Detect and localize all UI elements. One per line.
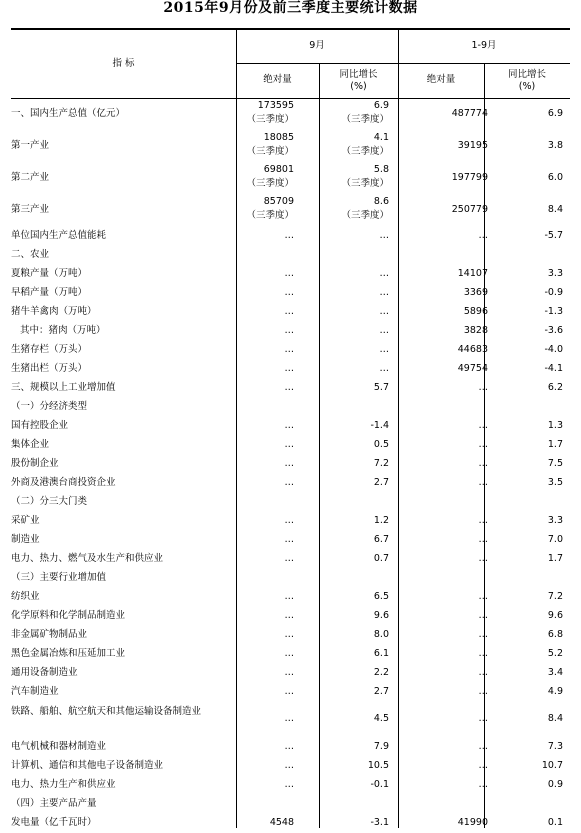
row-indicator-label: 电力、热力、燃气及水生产和供应业 [11, 553, 164, 564]
sep-absolute-cell: 18085 [263, 132, 294, 143]
table-row [11, 162, 570, 194]
header-pct-label: (%) [518, 81, 536, 92]
ytd-absolute-cell: 44683 [457, 344, 488, 355]
header-sep-yoy [319, 69, 398, 93]
row-indicator-label: 一、国内生产总值（亿元） [11, 108, 126, 119]
ytd-absolute-cell: … [478, 230, 488, 241]
table-row [11, 775, 570, 794]
ytd-absolute-cell: 3828 [463, 325, 488, 336]
ytd-yoy-cell: 6.9 [547, 108, 563, 119]
sep-absolute-cell: … [284, 458, 294, 469]
row-indicator-label: 外商及港澳台商投资企业 [11, 477, 116, 488]
sep-absolute-cell: … [284, 344, 294, 355]
table-row [11, 587, 570, 606]
ytd-absolute-cell: … [478, 458, 488, 469]
row-indicator-label: 计算机、通信和其他电子设备制造业 [11, 760, 164, 771]
sep-absolute-cell: 173595 [257, 100, 294, 111]
sep-yoy-cell: 1.2 [373, 515, 389, 526]
ytd-absolute-cell: … [478, 420, 488, 431]
table-row [11, 226, 570, 245]
table-row [11, 283, 570, 302]
table-row [11, 813, 570, 833]
sep-absolute-note: （三季度） [246, 146, 294, 157]
page-title: 2015年9月份及前三季度主要统计数据 [163, 0, 418, 16]
ytd-absolute-cell: 3369 [463, 287, 488, 298]
ytd-absolute-cell: … [478, 439, 488, 450]
header-pct-label: (%) [350, 81, 367, 92]
sep-absolute-note: （三季度） [246, 114, 294, 125]
row-indicator-label: 生猪存栏（万头） [11, 344, 88, 355]
row-indicator-label: 第二产业 [11, 172, 50, 183]
ytd-absolute-cell: … [478, 713, 488, 724]
table-row [11, 663, 570, 682]
ytd-absolute-cell: … [478, 610, 488, 621]
ytd-absolute-cell: … [478, 591, 488, 602]
table-row [11, 644, 570, 663]
table-row [11, 397, 570, 416]
sep-yoy-note: （三季度） [341, 178, 389, 189]
table-row [11, 302, 570, 321]
table-row [11, 737, 570, 756]
row-indicator-label: 汽车制造业 [11, 686, 59, 697]
table-row [11, 435, 570, 454]
ytd-yoy-cell: 1.7 [547, 439, 563, 450]
table-row [11, 98, 570, 130]
ytd-absolute-cell: 41990 [457, 817, 488, 828]
ytd-absolute-cell: 250779 [451, 204, 488, 215]
header-ytd-yoy [484, 69, 570, 93]
ytd-yoy-cell: -5.7 [544, 230, 563, 241]
sep-yoy-cell: 6.7 [373, 534, 389, 545]
table-row [11, 454, 570, 473]
table-row [11, 530, 570, 549]
sep-yoy-cell: … [379, 268, 389, 279]
ytd-yoy-cell: 6.8 [547, 629, 563, 640]
sep-absolute-note: （三季度） [246, 210, 294, 221]
row-indicator-label: 单位国内生产总值能耗 [11, 230, 107, 241]
ytd-yoy-cell: 6.0 [547, 172, 563, 183]
sep-yoy-note: （三季度） [341, 114, 389, 125]
ytd-yoy-cell: 6.2 [547, 382, 563, 393]
row-indicator-label: 国有控股企业 [11, 420, 69, 431]
ytd-absolute-cell: … [478, 779, 488, 790]
ytd-absolute-cell: 5896 [463, 306, 488, 317]
ytd-yoy-cell: 3.4 [547, 667, 563, 678]
row-indicator-label: 第三产业 [11, 204, 50, 215]
sep-absolute-cell: … [284, 363, 294, 374]
sep-absolute-cell: … [284, 515, 294, 526]
sep-yoy-cell: 7.2 [373, 458, 389, 469]
sep-absolute-cell: … [284, 553, 294, 564]
sep-absolute-cell: 4548 [269, 817, 294, 828]
sep-absolute-cell: … [284, 534, 294, 545]
sep-yoy-cell: 5.8 [373, 164, 389, 175]
table-row [11, 549, 570, 568]
ytd-absolute-cell: … [478, 629, 488, 640]
ytd-absolute-cell: … [478, 760, 488, 771]
ytd-yoy-cell: 7.2 [547, 591, 563, 602]
sep-yoy-note: （三季度） [341, 210, 389, 221]
sep-yoy-cell: 6.9 [373, 100, 389, 111]
sep-yoy-cell: … [379, 230, 389, 241]
table-row [11, 416, 570, 435]
table-row [11, 511, 570, 530]
sep-yoy-cell: -0.1 [370, 779, 389, 790]
sep-absolute-cell: 85709 [263, 196, 294, 207]
ytd-absolute-cell: … [478, 477, 488, 488]
sep-absolute-cell: … [284, 779, 294, 790]
table-row [11, 321, 570, 340]
sep-absolute-cell: … [284, 713, 294, 724]
row-indicator-label: 电气机械和器材制造业 [11, 741, 107, 752]
sep-yoy-cell: … [379, 287, 389, 298]
sep-absolute-cell: … [284, 686, 294, 697]
ytd-yoy-cell: 10.7 [541, 760, 563, 771]
row-indicator-label: （二）分三大门类 [11, 496, 88, 507]
table-row [11, 130, 570, 162]
ytd-yoy-cell: 8.4 [547, 713, 563, 724]
sep-yoy-cell: … [379, 325, 389, 336]
sep-yoy-cell: 10.5 [367, 760, 389, 771]
header-ytd-absolute: 绝对量 [426, 74, 456, 85]
ytd-absolute-cell: … [478, 667, 488, 678]
ytd-yoy-cell: 3.3 [547, 515, 563, 526]
ytd-yoy-cell: 4.9 [547, 686, 563, 697]
header-divider [236, 63, 570, 64]
row-indicator-label: （四）主要产品产量 [11, 798, 97, 809]
row-indicator-label: 夏粮产量（万吨） [11, 268, 88, 279]
header-indicator: 指 标 [112, 58, 135, 69]
ytd-yoy-cell: -0.9 [544, 287, 563, 298]
ytd-yoy-cell: 3.3 [547, 268, 563, 279]
table-row [11, 245, 570, 264]
row-indicator-label: 其中：猪肉（万吨） [11, 325, 106, 336]
ytd-yoy-cell: 8.4 [547, 204, 563, 215]
sep-absolute-cell: … [284, 306, 294, 317]
sep-absolute-cell: … [284, 477, 294, 488]
ytd-absolute-cell: 197799 [451, 172, 488, 183]
sep-yoy-cell: 4.1 [373, 132, 389, 143]
ytd-yoy-cell: 7.3 [547, 741, 563, 752]
sep-absolute-cell: … [284, 667, 294, 678]
sep-yoy-cell: 4.5 [373, 713, 389, 724]
row-indicator-label: 电力、热力生产和供应业 [11, 779, 116, 790]
sep-yoy-cell: -3.1 [370, 817, 389, 828]
ytd-yoy-cell: 5.2 [547, 648, 563, 659]
ytd-yoy-cell: 3.8 [547, 140, 563, 151]
sep-yoy-cell: -1.4 [370, 420, 389, 431]
ytd-absolute-cell: … [478, 515, 488, 526]
row-indicator-label: （一）分经济类型 [11, 401, 88, 412]
table-row [11, 606, 570, 625]
ytd-yoy-cell: 7.0 [547, 534, 563, 545]
row-indicator-label: 制造业 [11, 534, 40, 545]
row-indicator-label: 黑色金属冶炼和压延加工业 [11, 648, 126, 659]
sep-absolute-cell: … [284, 741, 294, 752]
sep-yoy-cell: 6.5 [373, 591, 389, 602]
sep-yoy-cell: … [379, 306, 389, 317]
ytd-yoy-cell: 0.9 [547, 779, 563, 790]
ytd-absolute-cell: … [478, 648, 488, 659]
ytd-absolute-cell: 39195 [457, 140, 488, 151]
sep-yoy-cell: 6.1 [373, 648, 389, 659]
ytd-yoy-cell: 7.5 [547, 458, 563, 469]
ytd-yoy-cell: -4.0 [544, 344, 563, 355]
header-september: 9月 [309, 40, 325, 51]
row-indicator-label: 铁路、船舶、航空航天和其他运输设备制造业 [11, 706, 202, 717]
stats-table [11, 28, 570, 828]
ytd-absolute-cell: 487774 [451, 108, 488, 119]
ytd-absolute-cell: … [478, 382, 488, 393]
sep-absolute-cell: … [284, 610, 294, 621]
sep-yoy-cell: … [379, 344, 389, 355]
sep-yoy-cell: 8.0 [373, 629, 389, 640]
row-indicator-label: 采矿业 [11, 515, 40, 526]
ytd-yoy-cell: 9.6 [547, 610, 563, 621]
row-indicator-label: 二、农业 [11, 249, 50, 260]
table-row [11, 340, 570, 359]
sep-yoy-cell: 0.7 [373, 553, 389, 564]
sep-absolute-cell: … [284, 382, 294, 393]
row-indicator-label: 三、规模以上工业增加值 [11, 382, 116, 393]
table-row [11, 568, 570, 587]
sep-absolute-cell: … [284, 629, 294, 640]
table-row [11, 359, 570, 378]
sep-absolute-cell: … [284, 439, 294, 450]
header-jan-sep: 1-9月 [471, 40, 497, 51]
ytd-yoy-cell: -1.3 [544, 306, 563, 317]
table-row [11, 682, 570, 701]
table-row [11, 794, 570, 813]
ytd-absolute-cell: … [478, 686, 488, 697]
sep-yoy-cell: 2.2 [373, 667, 389, 678]
sep-yoy-cell: 9.6 [373, 610, 389, 621]
sep-yoy-cell: 2.7 [373, 686, 389, 697]
ytd-absolute-cell: … [478, 553, 488, 564]
table-row [11, 625, 570, 644]
ytd-yoy-cell: -3.6 [544, 325, 563, 336]
ytd-absolute-cell: 14107 [457, 268, 488, 279]
row-indicator-label: 猪牛羊禽肉（万吨） [11, 306, 97, 317]
sep-absolute-cell: … [284, 287, 294, 298]
sep-absolute-cell: … [284, 591, 294, 602]
table-top-rule [11, 28, 570, 30]
row-indicator-label: 集体企业 [11, 439, 50, 450]
table-row [11, 264, 570, 283]
row-indicator-label: 非金属矿物制品业 [11, 629, 88, 640]
sep-absolute-cell: … [284, 760, 294, 771]
sep-yoy-cell: 8.6 [373, 196, 389, 207]
row-indicator-label: （三）主要行业增加值 [11, 572, 107, 583]
ytd-yoy-cell: -4.1 [544, 363, 563, 374]
sep-absolute-cell: … [284, 230, 294, 241]
row-indicator-label: 早稻产量（万吨） [11, 287, 88, 298]
sep-yoy-cell: 5.7 [373, 382, 389, 393]
header-yoy-label: 同比增长 [339, 69, 378, 80]
table-row [11, 492, 570, 511]
sep-absolute-cell: 69801 [263, 164, 294, 175]
sep-absolute-note: （三季度） [246, 178, 294, 189]
row-indicator-label: 发电量（亿千瓦时） [11, 817, 97, 828]
row-indicator-label: 化学原料和化学制品制造业 [11, 610, 126, 621]
sep-yoy-cell: 0.5 [373, 439, 389, 450]
row-indicator-label: 股份制企业 [11, 458, 59, 469]
table-row [11, 194, 570, 226]
sep-yoy-note: （三季度） [341, 146, 389, 157]
table-row [11, 473, 570, 492]
sep-yoy-cell: … [379, 363, 389, 374]
ytd-yoy-cell: 3.5 [547, 477, 563, 488]
row-indicator-label: 纺织业 [11, 591, 40, 602]
sep-absolute-cell: … [284, 268, 294, 279]
header-sep-absolute: 绝对量 [263, 74, 292, 85]
sep-absolute-cell: … [284, 420, 294, 431]
row-indicator-label: 第一产业 [11, 140, 50, 151]
table-row [11, 756, 570, 775]
sep-absolute-cell: … [284, 325, 294, 336]
sep-yoy-cell: 7.9 [373, 741, 389, 752]
table-row [11, 378, 570, 397]
table-row [11, 701, 570, 737]
ytd-yoy-cell: 0.1 [547, 817, 563, 828]
ytd-absolute-cell: 49754 [457, 363, 488, 374]
sep-absolute-cell: … [284, 648, 294, 659]
sep-yoy-cell: 2.7 [373, 477, 389, 488]
ytd-yoy-cell: 1.7 [547, 553, 563, 564]
row-indicator-label: 生猪出栏（万头） [11, 363, 88, 374]
row-indicator-label: 通用设备制造业 [11, 667, 78, 678]
header-yoy-label: 同比增长 [507, 69, 546, 80]
ytd-absolute-cell: … [478, 534, 488, 545]
ytd-absolute-cell: … [478, 741, 488, 752]
ytd-yoy-cell: 1.3 [547, 420, 563, 431]
